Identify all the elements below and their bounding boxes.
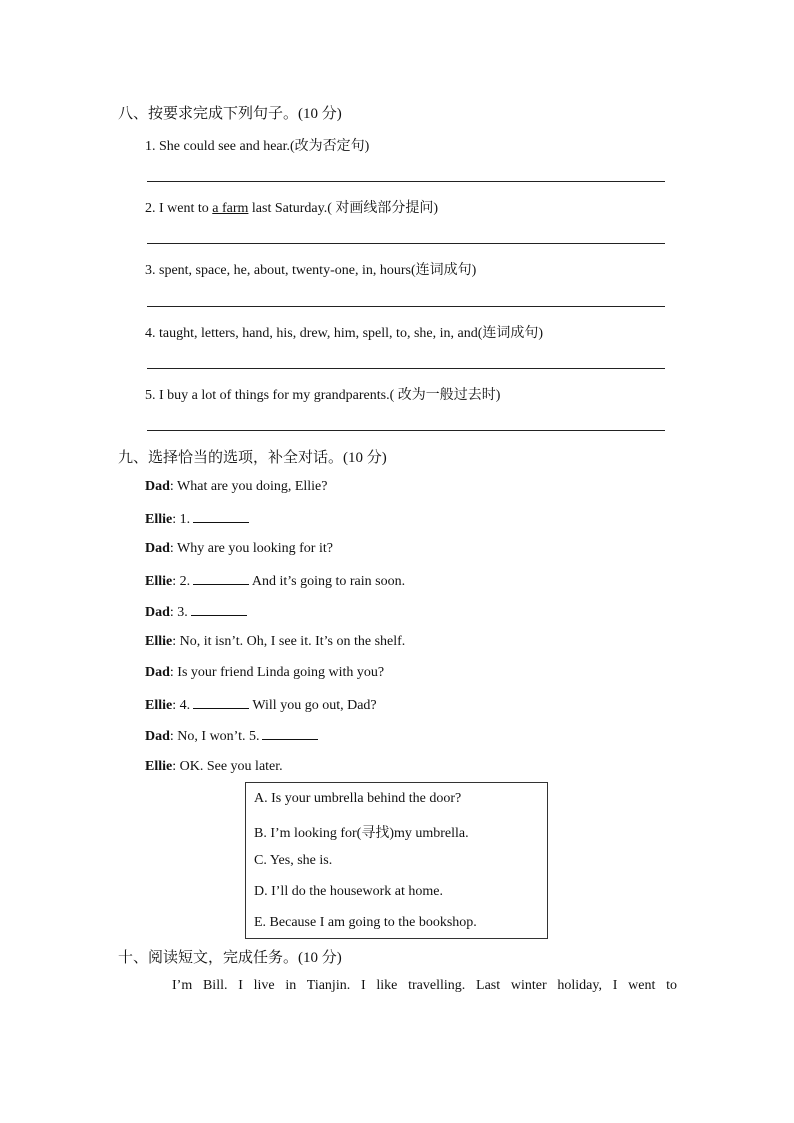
question-text: taught, letters, hand, his, drew, him, spell, to, she, in, and	[159, 326, 478, 341]
question-instruction: (连词成句)	[410, 263, 477, 278]
dialogue-text: : 1.	[172, 512, 191, 527]
dialogue-text: : What are you doing, Ellie?	[169, 479, 328, 494]
question-8-5	[145, 384, 500, 404]
section-10-heading: 十、阅读短文，完成任务。(10 分)	[118, 950, 342, 966]
dialogue-line-1	[145, 479, 328, 495]
dialogue-line-8	[145, 696, 377, 714]
reading-paragraph: I’m Bill. I live in Tianjin. I like travelling. Last winter holiday, I went to	[172, 978, 677, 993]
dialogue-text: : Is your friend Linda going with you?	[169, 665, 385, 680]
options-box	[245, 782, 548, 939]
dialogue-line-5	[145, 603, 247, 621]
answer-blank-4[interactable]	[193, 696, 249, 709]
question-number: 4.	[145, 326, 156, 341]
option-c: C. Yes, she is.	[254, 853, 333, 868]
question-8-2	[145, 197, 438, 217]
question-text: She could see and hear.	[159, 139, 291, 154]
option-b: B. I’m looking for(寻找)my umbrella.	[254, 826, 469, 841]
dialogue-line-10	[145, 759, 283, 775]
question-instruction: ( 改为一般过去时)	[389, 388, 501, 403]
answer-line-2[interactable]	[147, 243, 665, 244]
dialogue-text: : OK. See you later.	[172, 759, 283, 774]
dialogue-text: : 2.	[172, 574, 191, 589]
answer-line-3[interactable]	[147, 306, 665, 307]
section-9-heading: 九、选择恰当的选项，补全对话。(10 分)	[118, 450, 387, 466]
answer-line-4[interactable]	[147, 368, 665, 369]
speaker: Ellie	[145, 698, 173, 713]
question-text: spent, space, he, about, twenty-one, in, hours	[159, 263, 411, 278]
dialogue-text: : Why are you looking for it?	[169, 541, 333, 556]
dialogue-line-4	[145, 572, 405, 590]
dialogue-text: : 3.	[169, 605, 188, 620]
question-number: 1.	[145, 139, 156, 154]
dialogue-text: : No, I won’t. 5.	[169, 729, 260, 744]
dialogue-line-9	[145, 727, 318, 745]
speaker: Dad	[145, 479, 170, 494]
question-number: 3.	[145, 263, 156, 278]
answer-blank-5[interactable]	[262, 727, 318, 740]
speaker: Ellie	[145, 759, 173, 774]
dialogue-line-2	[145, 510, 249, 528]
section-8-heading: 八、按要求完成下列句子。(10 分)	[118, 106, 342, 122]
question-text: I buy a lot of things for my grandparents.	[159, 388, 390, 403]
speaker: Ellie	[145, 574, 173, 589]
answer-blank-1[interactable]	[193, 510, 249, 523]
option-e: E. Because I am going to the bookshop.	[254, 915, 477, 930]
question-number: 5.	[145, 388, 156, 403]
question-instruction: (连词成句)	[477, 326, 544, 341]
speaker: Dad	[145, 665, 170, 680]
question-8-1	[145, 135, 369, 155]
question-text: I went to	[159, 201, 209, 216]
speaker: Dad	[145, 541, 170, 556]
speaker: Ellie	[145, 512, 173, 527]
dialogue-text: : 4.	[172, 698, 191, 713]
question-instruction: (改为否定句)	[290, 139, 370, 154]
speaker: Dad	[145, 605, 170, 620]
speaker: Dad	[145, 729, 170, 744]
dialogue-text: : No, it isn’t. Oh, I see it. It’s on the shelf.	[172, 634, 406, 649]
question-instruction: ( 对画线部分提问)	[327, 201, 439, 216]
option-d: D. I’ll do the housework at home.	[254, 884, 443, 899]
question-number: 2.	[145, 201, 156, 216]
question-text-after: last Saturday.	[251, 201, 328, 216]
question-8-3	[145, 259, 476, 279]
answer-blank-2[interactable]	[193, 572, 249, 585]
answer-line-1[interactable]	[147, 181, 665, 182]
dialogue-line-7	[145, 665, 384, 681]
option-a: A. Is your umbrella behind the door?	[254, 791, 462, 806]
dialogue-line-3	[145, 541, 333, 557]
dialogue-line-6	[145, 634, 405, 650]
underlined-phrase: a farm	[212, 201, 249, 216]
dialogue-text-after: And it’s going to rain soon.	[249, 574, 406, 589]
answer-blank-3[interactable]	[191, 603, 247, 616]
dialogue-text-after: Will you go out, Dad?	[249, 698, 377, 713]
question-8-4	[145, 322, 543, 342]
speaker: Ellie	[145, 634, 173, 649]
answer-line-5[interactable]	[147, 430, 665, 431]
